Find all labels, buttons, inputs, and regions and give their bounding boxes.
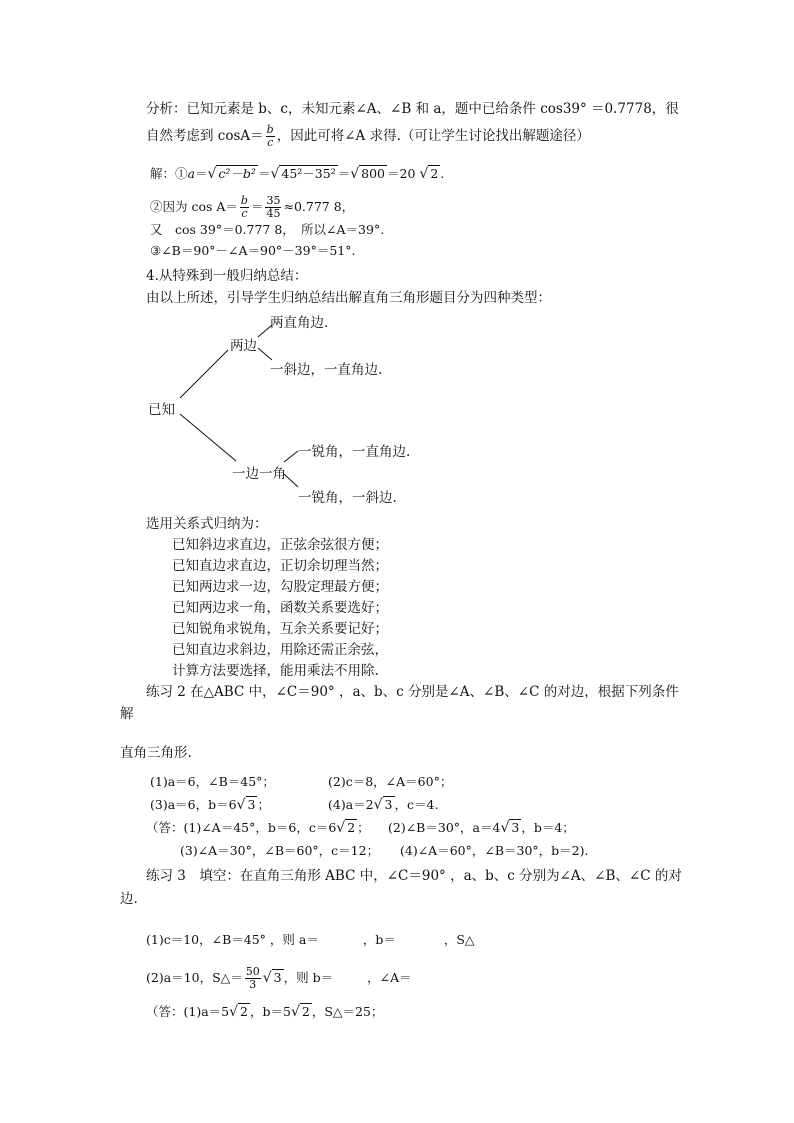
- sqrt-ans2: √ 2: [290, 1004, 310, 1020]
- tree-leaf-angle-hyp: 一锐角，一斜边.: [298, 490, 397, 506]
- sqrt-p4: √ 3: [373, 797, 393, 813]
- rule-item: 计算方法要选择，能用乘法不用除.: [172, 663, 379, 679]
- exercise-2-answer-2: (2)∠B＝30°，a＝4√ 3 ，b＝4；: [388, 820, 575, 836]
- tree-line-root-branch1: [180, 350, 228, 398]
- exercise-3-question-2: (2)a＝10，S△＝ $\frac{50}{3}$ √ 3 ，则 b＝ ，∠A＝: [146, 965, 412, 991]
- step-1-result: ＝20: [387, 166, 416, 181]
- fraction-numerator: b: [266, 123, 274, 136]
- exercise-2-problem-4: (4)a＝2√ 3 ，c＝4.: [328, 797, 439, 813]
- step-1-label: 解：①: [150, 166, 188, 181]
- exercise-3-line-1: 练习 3 填空：在直角三角形 ABC 中，∠C＝90° ，a、b、c 分别为∠A、∠B、∠C 的对: [146, 868, 682, 884]
- rule-item: 已知直边求斜边，用除还需正余弦，: [172, 642, 388, 658]
- sqrt-1: √ c²－b²: [207, 166, 256, 182]
- step-2-frac-1: $\frac{b}{c}$: [240, 194, 248, 220]
- step-2-frac-2: $\frac{35}{45}$: [266, 194, 281, 220]
- tree-branch-two-sides: 两边: [230, 338, 257, 354]
- analysis-line-1: 分析：已知元素是 b、c，未知元素∠A、∠B 和 a，题中已给条件 cos39° ＝0.7778，很: [146, 101, 679, 117]
- exercise-2-line-2: 解: [120, 706, 134, 722]
- rule-item: 已知两边求一角，函数关系要选好；: [172, 600, 388, 616]
- step-1-var: a: [187, 166, 195, 181]
- rule-item: 已知两边求一边，勾股定理最方便；: [172, 579, 388, 595]
- step-2-suffix: ≈0.777 8，: [283, 199, 355, 214]
- rules-intro: 选用关系式归纳为：: [146, 516, 268, 532]
- exercise-2-answer-4: (4)∠A＝60°，∠B＝30°，b＝2).: [400, 843, 589, 858]
- fraction-denominator: c: [267, 136, 274, 149]
- exercise-3-answer: （答：(1)a＝5√ 2 ，b＝5√ 2 ，S△＝25；: [146, 1004, 384, 1020]
- exercise-2-answer-3: (3)∠A＝30°，∠B＝60°，c＝12；: [180, 843, 380, 858]
- sqrt-4: √ 2: [419, 166, 439, 182]
- analysis-line-2-suffix: ，因此可将∠A 求得.（可让学生讨论找出解题途径）: [276, 128, 590, 144]
- step-1-eq: ＝: [194, 166, 208, 181]
- exercise-2-line-1: 练习 2 在△ABC 中，∠C＝90° ，a、b、c 分别是∠A、∠B、∠C 的对边，根据下列条件: [146, 684, 679, 700]
- tree-leaf-two-legs: 两直角边.: [270, 315, 329, 331]
- exercise-2-problem-3: (3)a＝6，b＝6√ 3 ；: [150, 797, 270, 813]
- tree-branch-side-angle: 一边一角: [232, 466, 286, 482]
- step-2-prefix: ②因为 cos A＝: [150, 199, 238, 214]
- solution-step-1: 解：①a＝√ c²－b² ＝√ 45²－35² ＝√ 800 ＝20 √ 2 .: [150, 166, 445, 182]
- tree-root: 已知: [148, 402, 175, 418]
- rule-item: 已知斜边求直边，正弦余弦很方便；: [172, 537, 388, 553]
- solution-step-3: ③∠B＝90°－∠A＝90°－39°＝51°.: [150, 243, 356, 258]
- sqrt-p3: √ 3: [236, 797, 256, 813]
- solution-step-2: ②因为 cos A＝ $\frac{b}{c}$ ＝ $\frac{35}{45}$ ≈0.777 8，: [150, 194, 355, 220]
- sqrt-q2: √ 3: [262, 970, 282, 986]
- exercise-2-line-3: 直角三角形.: [120, 745, 192, 761]
- sqrt-3: √ 800: [350, 166, 386, 182]
- tree-line-branch2-leaf3: [284, 451, 298, 462]
- section-4-heading: 4.从特殊到一般归纳总结：: [146, 268, 308, 284]
- analysis-line-2-prefix: 自然考虑到 cosA＝: [146, 128, 264, 144]
- exercise-2-answer-1: （答：(1)∠A＝45°，b＝6，c＝6√ 2 ；: [146, 820, 370, 836]
- sqrt-a2: √ 3: [500, 820, 520, 836]
- solution-step-2b: 又 cos 39°＝0.777 8， 所以∠A＝39°.: [150, 222, 385, 237]
- q2-fraction: $\frac{50}{3}$: [245, 965, 260, 991]
- exercise-3-question-1: (1)c＝10，∠B＝45° ，则 a＝ ，b＝ ，S△: [146, 932, 475, 947]
- exercise-2-problem-2: (2)c＝8，∠A＝60°；: [328, 774, 453, 789]
- tree-leaf-hyp-leg: 一斜边，一直角边.: [270, 362, 383, 378]
- tree-line-branch2-leaf4: [284, 474, 298, 487]
- sqrt-ans1: √ 2: [229, 1004, 248, 1020]
- sqrt-2: √ 45²－35²: [270, 166, 336, 182]
- sqrt-a1: √ 2: [336, 820, 356, 836]
- exercise-3-line-2: 边.: [120, 891, 138, 907]
- section-4-intro: 由以上所述，引导学生归纳总结出解直角三角形题目分为四种类型：: [146, 290, 551, 306]
- tree-leaf-angle-leg: 一锐角，一直角边.: [298, 444, 411, 460]
- exercise-2-problem-1: (1)a＝6，∠B＝45°；: [150, 774, 275, 789]
- rule-item: 已知直边求直边，正切余切理当然；: [172, 558, 388, 574]
- tree-line-root-branch2: [180, 414, 236, 461]
- rule-item: 已知锐角求锐角，互余关系要记好；: [172, 621, 388, 637]
